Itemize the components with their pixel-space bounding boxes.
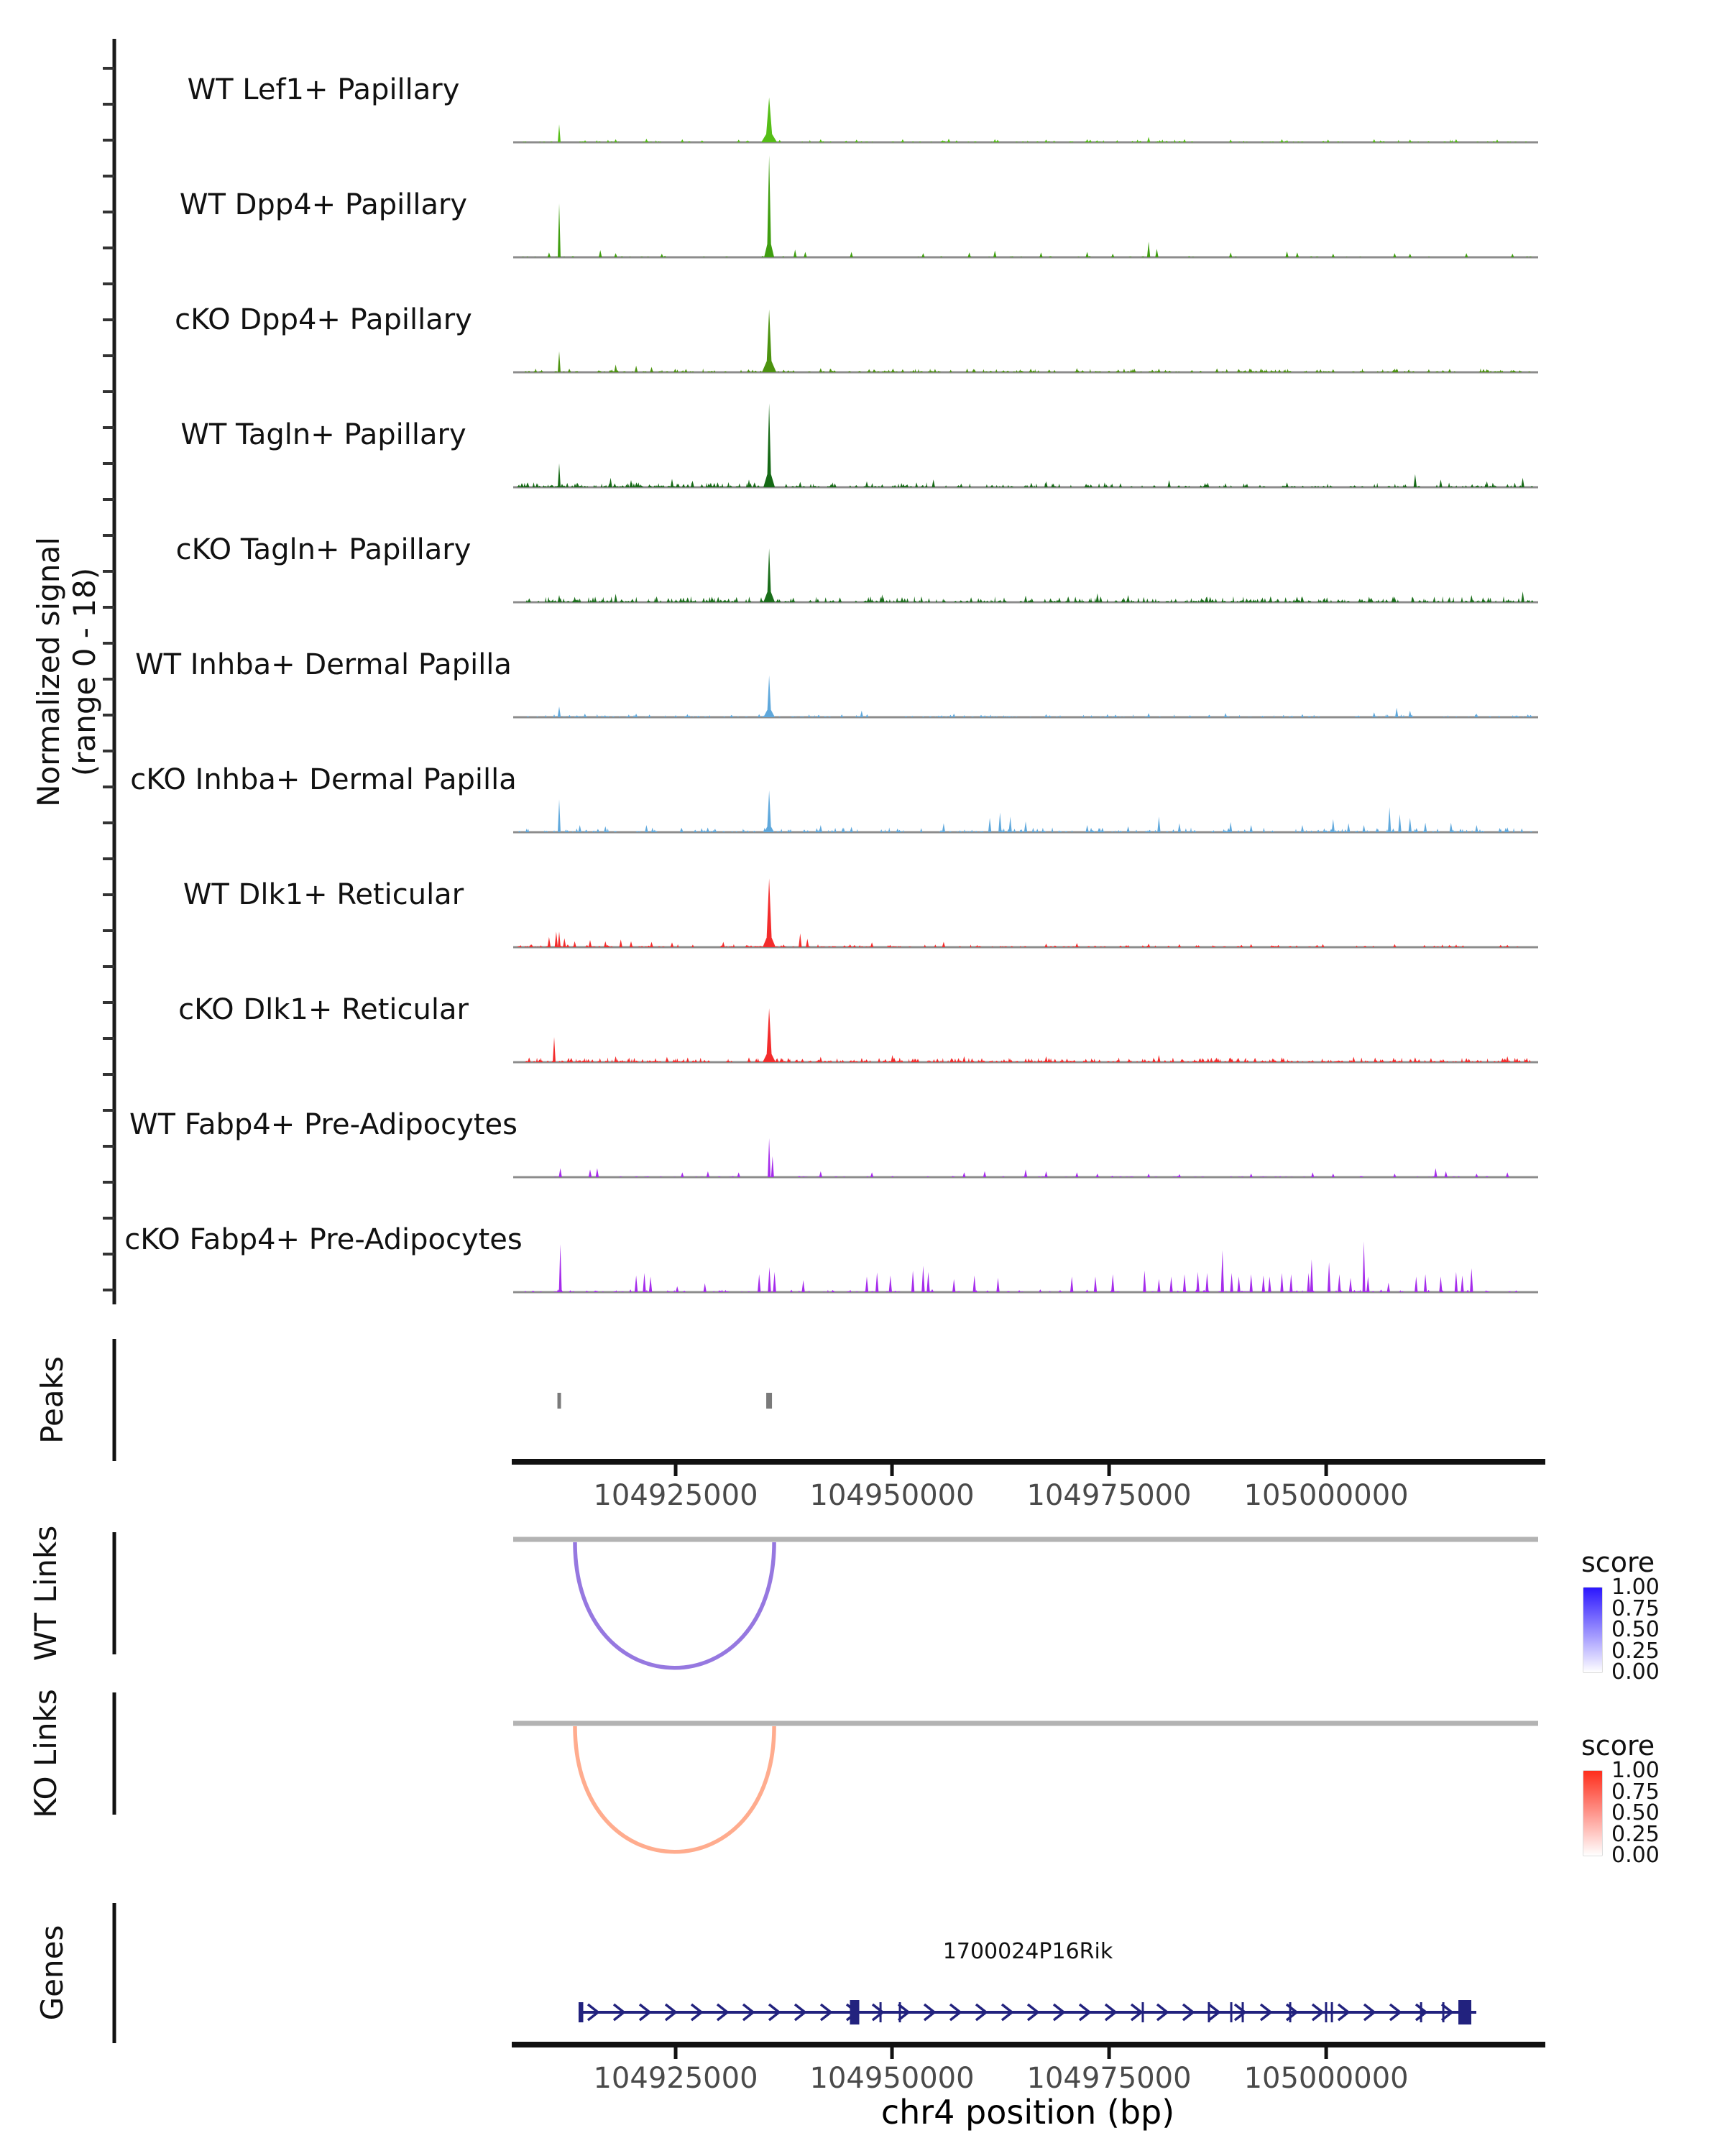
gene-exon-tick (880, 2002, 882, 2022)
coverage-track-8 (517, 878, 1518, 947)
ko-score-legend-labels (1611, 1758, 1698, 1878)
gene-exon-tick (1208, 2002, 1210, 2022)
track-label-4: WT Tagln+ Papillary (180, 418, 466, 451)
axis-tick-label: 105000000 (1243, 1479, 1409, 1512)
section-label-genes: Genes (34, 1925, 70, 2021)
track-label-9: cKO Dlk1+ Reticular (178, 993, 469, 1026)
ko-links-score-legend (1578, 1730, 1701, 1885)
gene-exon-box (1458, 2000, 1471, 2024)
gene-exon-tick (1420, 2002, 1422, 2022)
track-label-10: WT Fabp4+ Pre-Adipocytes (129, 1108, 518, 1141)
score-legend-value: 0.75 (1611, 1779, 1660, 1805)
track-label-8: WT Dlk1+ Reticular (183, 878, 464, 911)
track-label-11: cKO Fabp4+ Pre-Adipocytes (124, 1223, 523, 1256)
score-legend-value: 0.00 (1611, 1843, 1660, 1868)
wt-score-gradient-bar (1583, 1587, 1603, 1673)
score-legend-value: 0.25 (1611, 1638, 1660, 1664)
gene-exon-tick (1443, 2002, 1445, 2022)
score-legend-value: 0.50 (1611, 1617, 1660, 1642)
coverage-track-10 (554, 1138, 1509, 1177)
gene-exon-tick (581, 2002, 583, 2022)
score-legend-value: 1.00 (1611, 1575, 1660, 1600)
y-axis-label-line2: (range 0 - 18) (67, 567, 102, 777)
track-label-3: cKO Dpp4+ Papillary (175, 303, 472, 336)
gene-exon-tick (1242, 2002, 1244, 2022)
peak-mark (766, 1393, 772, 1409)
score-legend-value: 0.00 (1611, 1659, 1660, 1685)
gene-exon-box (850, 2000, 860, 2024)
coverage-track-9 (525, 1008, 1530, 1062)
gene-exon-tick (899, 2002, 901, 2022)
gene-exon-tick (1325, 2002, 1327, 2022)
axis-tick-label: 104925000 (593, 1479, 758, 1512)
score-legend-value: 0.25 (1611, 1821, 1660, 1847)
coverage-track-7 (518, 791, 1532, 832)
score-legend-value: 0.75 (1611, 1595, 1660, 1621)
axis-tick-label: 104975000 (1026, 1479, 1192, 1512)
section-label-wt-links: WT Links (27, 1525, 63, 1662)
y-axis-label-line1: Normalized signal (31, 537, 67, 807)
section-label-ko-links: KO Links (27, 1689, 63, 1818)
coverage-track-5 (526, 548, 1534, 602)
score-legend-value: 0.50 (1611, 1800, 1660, 1825)
ko-score-legend-title: score (1581, 1730, 1655, 1761)
coverage-track-11 (525, 1241, 1518, 1292)
wt-score-legend-labels (1611, 1575, 1698, 1695)
coverage-track-1 (523, 98, 1527, 143)
axis-tick-label: 105000000 (1243, 2062, 1409, 2095)
track-label-1: WT Lef1+ Papillary (187, 73, 460, 106)
coverage-track-2 (522, 155, 1532, 257)
gene-exon-tick (1230, 2002, 1233, 2022)
axis-tick-label: 104950000 (809, 2062, 975, 2095)
axis-tick-label: 104925000 (593, 2062, 758, 2095)
track-label-5: cKO Tagln+ Papillary (175, 533, 472, 566)
coverage-track-3 (525, 310, 1531, 373)
ko-score-gradient-bar (1583, 1770, 1603, 1856)
gene-exon-tick (1289, 2002, 1292, 2022)
gene-exon-tick (1331, 2002, 1333, 2022)
track-label-7: cKO Inhba+ Dermal Papilla (130, 763, 517, 796)
peak-mark (558, 1393, 561, 1409)
x-axis-title: chr4 position (bp) (880, 2093, 1175, 2132)
gene-exon-tick (1141, 2002, 1144, 2022)
gene-name-label: 1700024P16Rik (942, 1939, 1113, 1964)
wt-score-legend-title: score (1581, 1547, 1655, 1578)
ko-coaccessibility-arc (575, 1726, 774, 1852)
track-label-6: WT Inhba+ Dermal Papilla (135, 648, 512, 681)
axis-tick-label: 104975000 (1026, 2062, 1192, 2095)
coverage-track-6 (527, 676, 1532, 717)
coverage-track-4 (518, 403, 1534, 487)
score-legend-value: 1.00 (1611, 1758, 1660, 1783)
axis-tick-label: 104950000 (809, 1479, 975, 1512)
section-label-peaks: Peaks (34, 1356, 70, 1444)
gene-start-exon (579, 2002, 581, 2022)
track-label-2: WT Dpp4+ Papillary (179, 188, 468, 221)
wt-coaccessibility-arc (575, 1542, 774, 1668)
wt-links-score-legend (1578, 1547, 1701, 1702)
